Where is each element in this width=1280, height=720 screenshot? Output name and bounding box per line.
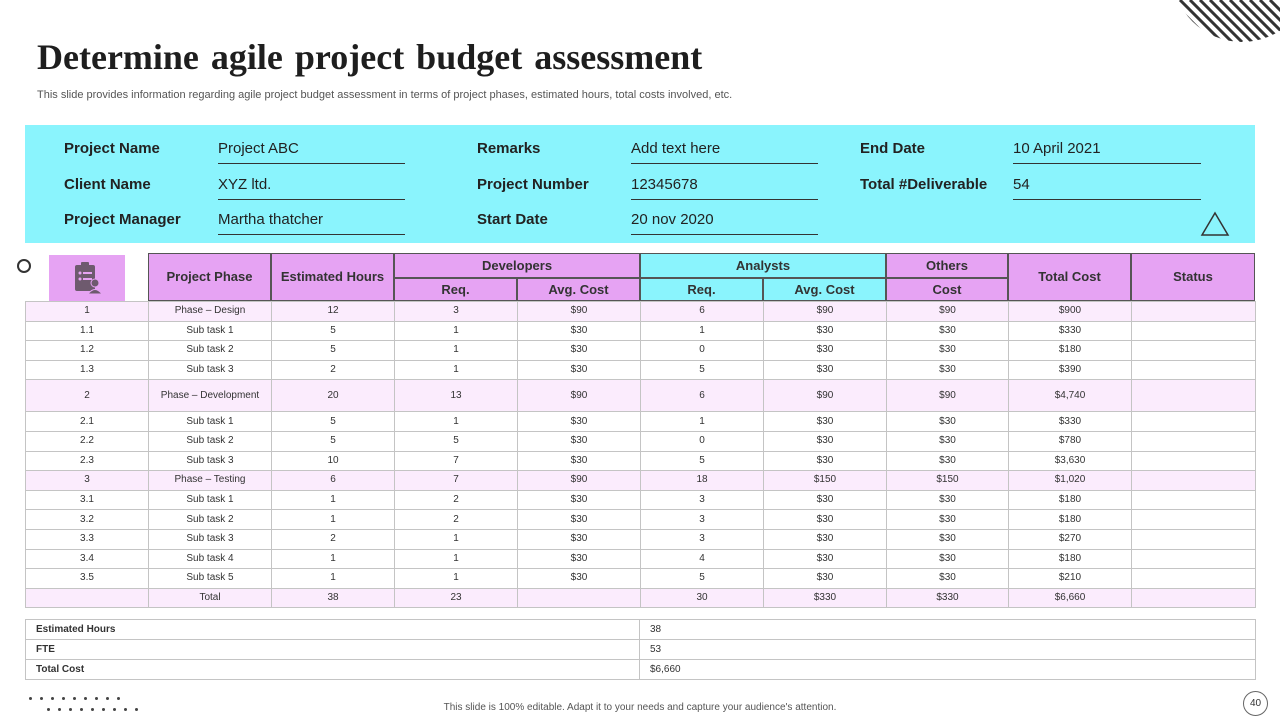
- cell-others: $30: [887, 321, 1009, 341]
- cell-others: $90: [887, 380, 1009, 412]
- table-row: [26, 341, 1256, 361]
- dot: [80, 708, 83, 711]
- project-info-panel: [25, 125, 1255, 243]
- cell-hours: 38: [272, 588, 395, 608]
- cell-dev-req: 1: [395, 549, 518, 569]
- start-date-field[interactable]: 20 nov 2020: [631, 211, 818, 235]
- dot: [69, 708, 72, 711]
- cell-others: $330: [887, 588, 1009, 608]
- summary-label: Estimated Hours: [26, 620, 640, 640]
- cell-ana-req: 0: [641, 431, 764, 451]
- dot: [106, 697, 109, 700]
- cell-status[interactable]: [1132, 302, 1256, 322]
- cell-ana-avg: $30: [764, 360, 887, 380]
- dot: [40, 697, 43, 700]
- cell-total: $330: [1009, 412, 1132, 432]
- project-name-field[interactable]: Project ABC: [218, 140, 405, 164]
- ring-icon: [17, 259, 31, 273]
- cell-status[interactable]: [1132, 490, 1256, 510]
- table-row: [26, 549, 1256, 569]
- cell-dev-req: 3: [395, 302, 518, 322]
- footer-note: This slide is 100% editable. Adapt it to your needs and capture your audience's attention.: [443, 702, 837, 713]
- cell-phase: Phase – Testing: [149, 471, 272, 491]
- cell-phase: Sub task 3: [149, 529, 272, 549]
- cell-ana-req: 5: [641, 451, 764, 471]
- cell-phase: Sub task 1: [149, 321, 272, 341]
- cell-total: $180: [1009, 490, 1132, 510]
- dot: [58, 708, 61, 711]
- dot: [124, 708, 127, 711]
- cell-ana-avg: $30: [764, 321, 887, 341]
- cell-ana-req: 18: [641, 471, 764, 491]
- cell-dev-avg: $30: [518, 529, 641, 549]
- cell-phase: Phase – Development: [149, 380, 272, 412]
- header-others-cost: Cost: [886, 278, 1008, 301]
- cell-dev-avg: $30: [518, 412, 641, 432]
- header-developers: Developers: [394, 253, 640, 278]
- cell-status[interactable]: [1132, 412, 1256, 432]
- cell-others: $150: [887, 471, 1009, 491]
- cell-dev-avg: $30: [518, 431, 641, 451]
- cell-dev-avg: $30: [518, 569, 641, 589]
- cell-others: $90: [887, 302, 1009, 322]
- cell-dev-req: 1: [395, 341, 518, 361]
- client-name-field[interactable]: XYZ ltd.: [218, 176, 405, 200]
- cell-dev-avg: $30: [518, 360, 641, 380]
- cell-phase: Sub task 3: [149, 451, 272, 471]
- summary-table: [25, 619, 1256, 680]
- cell-status[interactable]: [1132, 360, 1256, 380]
- cell-phase: Sub task 3: [149, 360, 272, 380]
- cell-ana-avg: $30: [764, 341, 887, 361]
- project-name-label: Project Name: [64, 140, 160, 157]
- cell-ana-avg: $30: [764, 549, 887, 569]
- cell-phase: Sub task 2: [149, 341, 272, 361]
- dot: [47, 708, 50, 711]
- cell-hours: 10: [272, 451, 395, 471]
- table-row: [26, 431, 1256, 451]
- cell-ana-req: 3: [641, 490, 764, 510]
- cell-dev-req: 1: [395, 412, 518, 432]
- cell-ana-req: 3: [641, 529, 764, 549]
- cell-others: $30: [887, 490, 1009, 510]
- cell-status[interactable]: [1132, 451, 1256, 471]
- decorative-stripes: [1170, 0, 1280, 42]
- table-row: [26, 569, 1256, 589]
- cell-hours: 6: [272, 471, 395, 491]
- summary-row: [26, 660, 1256, 680]
- remarks-label: Remarks: [477, 140, 541, 157]
- total-deliverable-label: Total #Deliverable: [860, 176, 988, 193]
- cell-id: 1.2: [26, 341, 149, 361]
- cell-ana-req: 1: [641, 321, 764, 341]
- cell-ana-avg: $90: [764, 380, 887, 412]
- cell-id: 3.1: [26, 490, 149, 510]
- cell-status[interactable]: [1132, 380, 1256, 412]
- total-deliverable-field[interactable]: 54: [1013, 176, 1201, 200]
- summary-row: [26, 620, 1256, 640]
- cell-dev-req: 7: [395, 471, 518, 491]
- cell-others: $30: [887, 510, 1009, 530]
- triangle-icon: [1200, 211, 1230, 237]
- cell-id: 3.2: [26, 510, 149, 530]
- cell-phase: Sub task 2: [149, 431, 272, 451]
- project-number-label: Project Number: [477, 176, 589, 193]
- cell-id: 3.3: [26, 529, 149, 549]
- remarks-field[interactable]: Add text here: [631, 140, 818, 164]
- start-date-label: Start Date: [477, 211, 548, 228]
- cell-ana-req: 3: [641, 510, 764, 530]
- header-project-phase: Project Phase: [148, 253, 271, 301]
- cell-total: $6,660: [1009, 588, 1132, 608]
- cell-others: $30: [887, 549, 1009, 569]
- cell-id: 1: [26, 302, 149, 322]
- cell-dev-avg: $30: [518, 341, 641, 361]
- dot: [73, 697, 76, 700]
- cell-dev-avg: $30: [518, 451, 641, 471]
- cell-total: $180: [1009, 510, 1132, 530]
- cell-hours: 1: [272, 510, 395, 530]
- cell-id: 3.5: [26, 569, 149, 589]
- cell-dev-req: 1: [395, 321, 518, 341]
- cell-ana-avg: $330: [764, 588, 887, 608]
- cell-hours: 20: [272, 380, 395, 412]
- cell-id: 2: [26, 380, 149, 412]
- page-number: 40: [1243, 691, 1268, 716]
- cell-total: $780: [1009, 431, 1132, 451]
- header-analyst-avg-cost: Avg. Cost: [763, 278, 886, 301]
- cell-phase: Sub task 2: [149, 510, 272, 530]
- header-others: Others: [886, 253, 1008, 278]
- cell-status[interactable]: [1132, 471, 1256, 491]
- cell-status[interactable]: [1132, 588, 1256, 608]
- table-row: [26, 490, 1256, 510]
- header-analyst-req: Req.: [640, 278, 763, 301]
- cell-hours: 5: [272, 412, 395, 432]
- cell-total: $180: [1009, 341, 1132, 361]
- table-row: [26, 510, 1256, 530]
- cell-hours: 2: [272, 529, 395, 549]
- cell-ana-avg: $30: [764, 412, 887, 432]
- cell-dev-avg: $90: [518, 380, 641, 412]
- header-status: Status: [1131, 253, 1255, 301]
- cell-status[interactable]: [1132, 510, 1256, 530]
- summary-value: 38: [640, 620, 1256, 640]
- dot: [95, 697, 98, 700]
- cell-phase: Phase – Design: [149, 302, 272, 322]
- cell-status[interactable]: [1132, 431, 1256, 451]
- budget-table: [25, 301, 1256, 608]
- cell-dev-avg: $90: [518, 471, 641, 491]
- project-manager-field[interactable]: Martha thatcher: [218, 211, 405, 235]
- header-analysts: Analysts: [640, 253, 886, 278]
- cell-status[interactable]: [1132, 569, 1256, 589]
- cell-others: $30: [887, 341, 1009, 361]
- cell-hours: 2: [272, 360, 395, 380]
- cell-id: 2.2: [26, 431, 149, 451]
- cell-id: 3: [26, 471, 149, 491]
- dot: [84, 697, 87, 700]
- cell-others: $30: [887, 412, 1009, 432]
- cell-dev-req: 1: [395, 360, 518, 380]
- cell-total: $900: [1009, 302, 1132, 322]
- cell-dev-avg: $30: [518, 321, 641, 341]
- header-total-cost: Total Cost: [1008, 253, 1131, 301]
- cell-dev-avg: $30: [518, 549, 641, 569]
- cell-total: $4,740: [1009, 380, 1132, 412]
- table-row: [26, 412, 1256, 432]
- dot: [113, 708, 116, 711]
- cell-ana-req: 5: [641, 360, 764, 380]
- cell-hours: 5: [272, 341, 395, 361]
- header-dev-avg-cost: Avg. Cost: [517, 278, 640, 301]
- cell-ana-avg: $150: [764, 471, 887, 491]
- cell-phase: Sub task 1: [149, 490, 272, 510]
- page-subtitle: This slide provides information regarding agile project budget assessment in terms of project phases, estimated hours, total costs involved, etc.: [37, 89, 733, 101]
- dot: [91, 708, 94, 711]
- document-user-icon: [49, 255, 125, 301]
- table-row: [26, 451, 1256, 471]
- cell-total: $390: [1009, 360, 1132, 380]
- cell-id: 2.3: [26, 451, 149, 471]
- cell-ana-avg: $90: [764, 302, 887, 322]
- cell-hours: 12: [272, 302, 395, 322]
- cell-ana-req: 1: [641, 412, 764, 432]
- cell-phase: Sub task 4: [149, 549, 272, 569]
- table-row: [26, 360, 1256, 380]
- dot: [135, 708, 138, 711]
- project-number-field[interactable]: 12345678: [631, 176, 818, 200]
- cell-ana-avg: $30: [764, 510, 887, 530]
- summary-label: FTE: [26, 640, 640, 660]
- cell-status[interactable]: [1132, 321, 1256, 341]
- dot: [102, 708, 105, 711]
- cell-ana-req: 0: [641, 341, 764, 361]
- project-manager-label: Project Manager: [64, 211, 181, 228]
- cell-hours: 5: [272, 321, 395, 341]
- cell-phase: Total: [149, 588, 272, 608]
- table-row: [26, 321, 1256, 341]
- table-row: [26, 529, 1256, 549]
- client-name-label: Client Name: [64, 176, 151, 193]
- cell-ana-req: 5: [641, 569, 764, 589]
- cell-total: $180: [1009, 549, 1132, 569]
- cell-dev-req: 2: [395, 510, 518, 530]
- table-row: [26, 588, 1256, 608]
- table-row: [26, 380, 1256, 412]
- cell-total: $330: [1009, 321, 1132, 341]
- summary-row: [26, 640, 1256, 660]
- cell-total: $3,630: [1009, 451, 1132, 471]
- summary-value: $6,660: [640, 660, 1256, 680]
- cell-dev-avg: [518, 588, 641, 608]
- cell-dev-avg: $30: [518, 510, 641, 530]
- cell-dev-req: 13: [395, 380, 518, 412]
- cell-dev-req: 2: [395, 490, 518, 510]
- cell-status[interactable]: [1132, 341, 1256, 361]
- cell-ana-avg: $30: [764, 451, 887, 471]
- cell-dev-avg: $30: [518, 490, 641, 510]
- cell-hours: 1: [272, 490, 395, 510]
- cell-ana-req: 6: [641, 302, 764, 322]
- cell-total: $210: [1009, 569, 1132, 589]
- header-estimated-hours: Estimated Hours: [271, 253, 394, 301]
- cell-id: 2.1: [26, 412, 149, 432]
- dot: [51, 697, 54, 700]
- cell-others: $30: [887, 529, 1009, 549]
- cell-ana-req: 30: [641, 588, 764, 608]
- end-date-field[interactable]: 10 April 2021: [1013, 140, 1201, 164]
- cell-hours: 1: [272, 569, 395, 589]
- dot: [62, 697, 65, 700]
- cell-others: $30: [887, 451, 1009, 471]
- cell-total: $1,020: [1009, 471, 1132, 491]
- cell-id: 1.3: [26, 360, 149, 380]
- cell-total: $270: [1009, 529, 1132, 549]
- cell-others: $30: [887, 569, 1009, 589]
- dot: [29, 697, 32, 700]
- cell-id: 1.1: [26, 321, 149, 341]
- cell-id: 3.4: [26, 549, 149, 569]
- cell-ana-avg: $30: [764, 529, 887, 549]
- cell-id: [26, 588, 149, 608]
- summary-label: Total Cost: [26, 660, 640, 680]
- cell-dev-avg: $90: [518, 302, 641, 322]
- dot: [117, 697, 120, 700]
- cell-ana-req: 4: [641, 549, 764, 569]
- cell-hours: 5: [272, 431, 395, 451]
- header-dev-req: Req.: [394, 278, 517, 301]
- cell-dev-req: 23: [395, 588, 518, 608]
- cell-phase: Sub task 1: [149, 412, 272, 432]
- cell-ana-avg: $30: [764, 431, 887, 451]
- table-row: [26, 302, 1256, 322]
- cell-dev-req: 7: [395, 451, 518, 471]
- page-title: Determine agile project budget assessment: [37, 37, 703, 77]
- cell-status[interactable]: [1132, 549, 1256, 569]
- cell-status[interactable]: [1132, 529, 1256, 549]
- cell-dev-req: 5: [395, 431, 518, 451]
- cell-phase: Sub task 5: [149, 569, 272, 589]
- table-row: [26, 471, 1256, 491]
- cell-hours: 1: [272, 549, 395, 569]
- cell-dev-req: 1: [395, 569, 518, 589]
- cell-ana-avg: $30: [764, 490, 887, 510]
- cell-dev-req: 1: [395, 529, 518, 549]
- cell-ana-req: 6: [641, 380, 764, 412]
- cell-others: $30: [887, 431, 1009, 451]
- cell-others: $30: [887, 360, 1009, 380]
- summary-value: 53: [640, 640, 1256, 660]
- cell-ana-avg: $30: [764, 569, 887, 589]
- end-date-label: End Date: [860, 140, 926, 157]
